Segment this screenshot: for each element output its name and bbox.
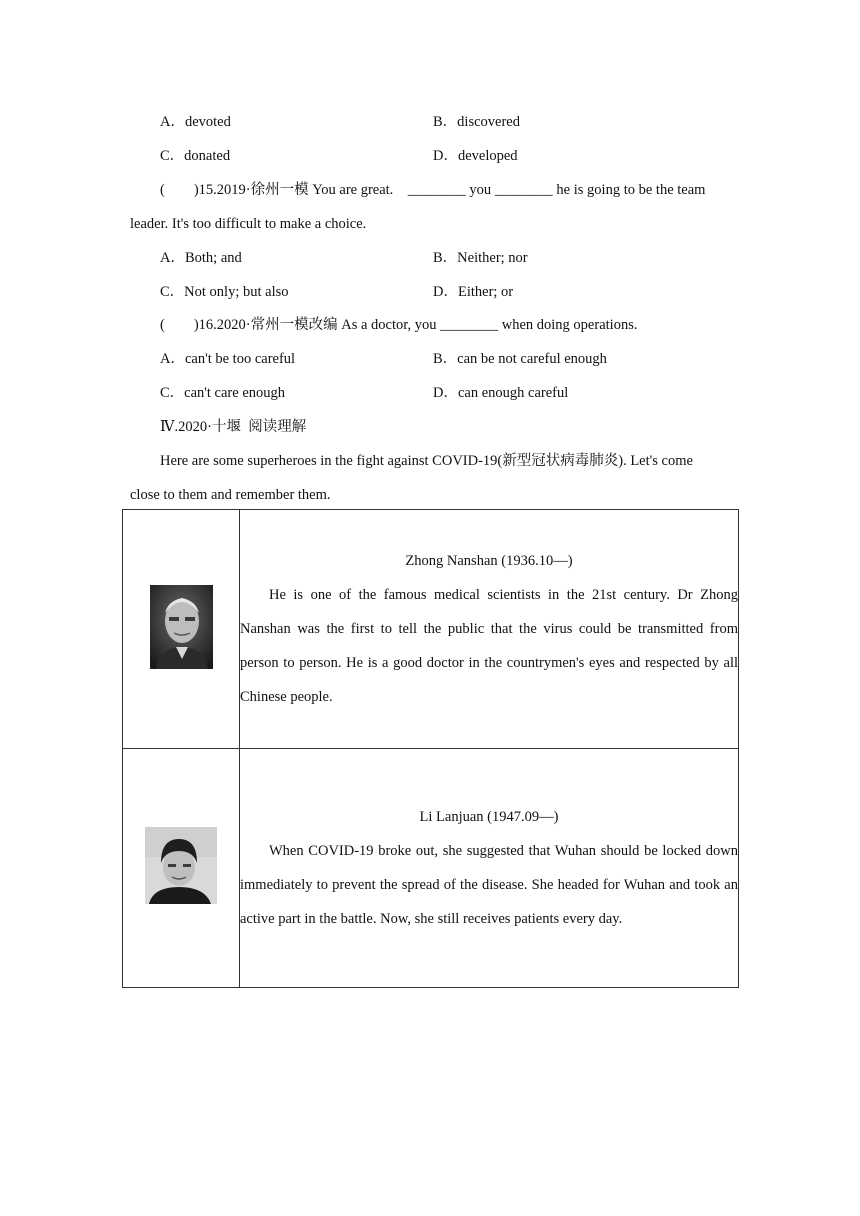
q16-option-c: C．can't care enough: [160, 385, 286, 401]
person-bio: When COVID-19 broke out, she suggested that Wuhan should be locked down immediately to prevent the spread of the disease. She headed for Wuhan and took an active part in the battle. Now, she still receives patients every day.: [240, 843, 738, 927]
q15-option-a: A．Both; and: [160, 250, 242, 266]
portrait-photo-li: [145, 827, 217, 904]
q14-option-d: D．developed: [433, 148, 518, 164]
section-heading: Ⅳ.2020·十堰 阅读理解: [160, 419, 307, 435]
q16-option-b: B．can be not careful enough: [433, 351, 607, 367]
q14-option-c: C．donated: [160, 148, 231, 164]
text-cell: [240, 510, 739, 749]
q15-stem-line1: ( )15.2019·徐州一模 You are great. ________ you ________ he is going to be the team: [160, 182, 706, 198]
person-bio: He is one of the famous medical scientists in the 21st century. Dr Zhong Nanshan was the first to tell the public that the virus could be transmitted from person to person. He is a good doctor in the countrymen's eyes and respected by all Chinese people.: [240, 587, 738, 705]
text-cell: [240, 749, 739, 988]
person-name: Zhong Nanshan (1936.10—): [405, 553, 573, 569]
q16-stem: ( )16.2020·常州一模改编 As a doctor, you ________ when doing operations.: [160, 317, 638, 333]
section-intro-line1: Here are some superheroes in the fight against COVID-19(新型冠状病毒肺炎). Let's come: [160, 453, 693, 469]
table-row: [123, 510, 739, 749]
superheroes-table: [122, 509, 739, 988]
photo-cell: [123, 749, 240, 988]
q15-option-b: B．Neither; nor: [433, 250, 528, 266]
q14-option-a: A．devoted: [160, 114, 231, 130]
q14-option-b: B．discovered: [433, 114, 520, 130]
q15-option-d: D．Either; or: [433, 284, 514, 300]
q15-option-c: C．Not only; but also: [160, 284, 289, 300]
q15-stem-line2: leader. It's too difficult to make a choice.: [130, 216, 367, 232]
section-intro-line2: close to them and remember them.: [130, 487, 331, 503]
q16-option-d: D．can enough careful: [433, 385, 569, 401]
photo-cell: [123, 510, 240, 749]
person-name: Li Lanjuan (1947.09—): [419, 809, 559, 825]
q16-option-a: A．can't be too careful: [160, 351, 296, 367]
portrait-photo-zhong: [150, 585, 213, 669]
table-row: [123, 749, 739, 988]
